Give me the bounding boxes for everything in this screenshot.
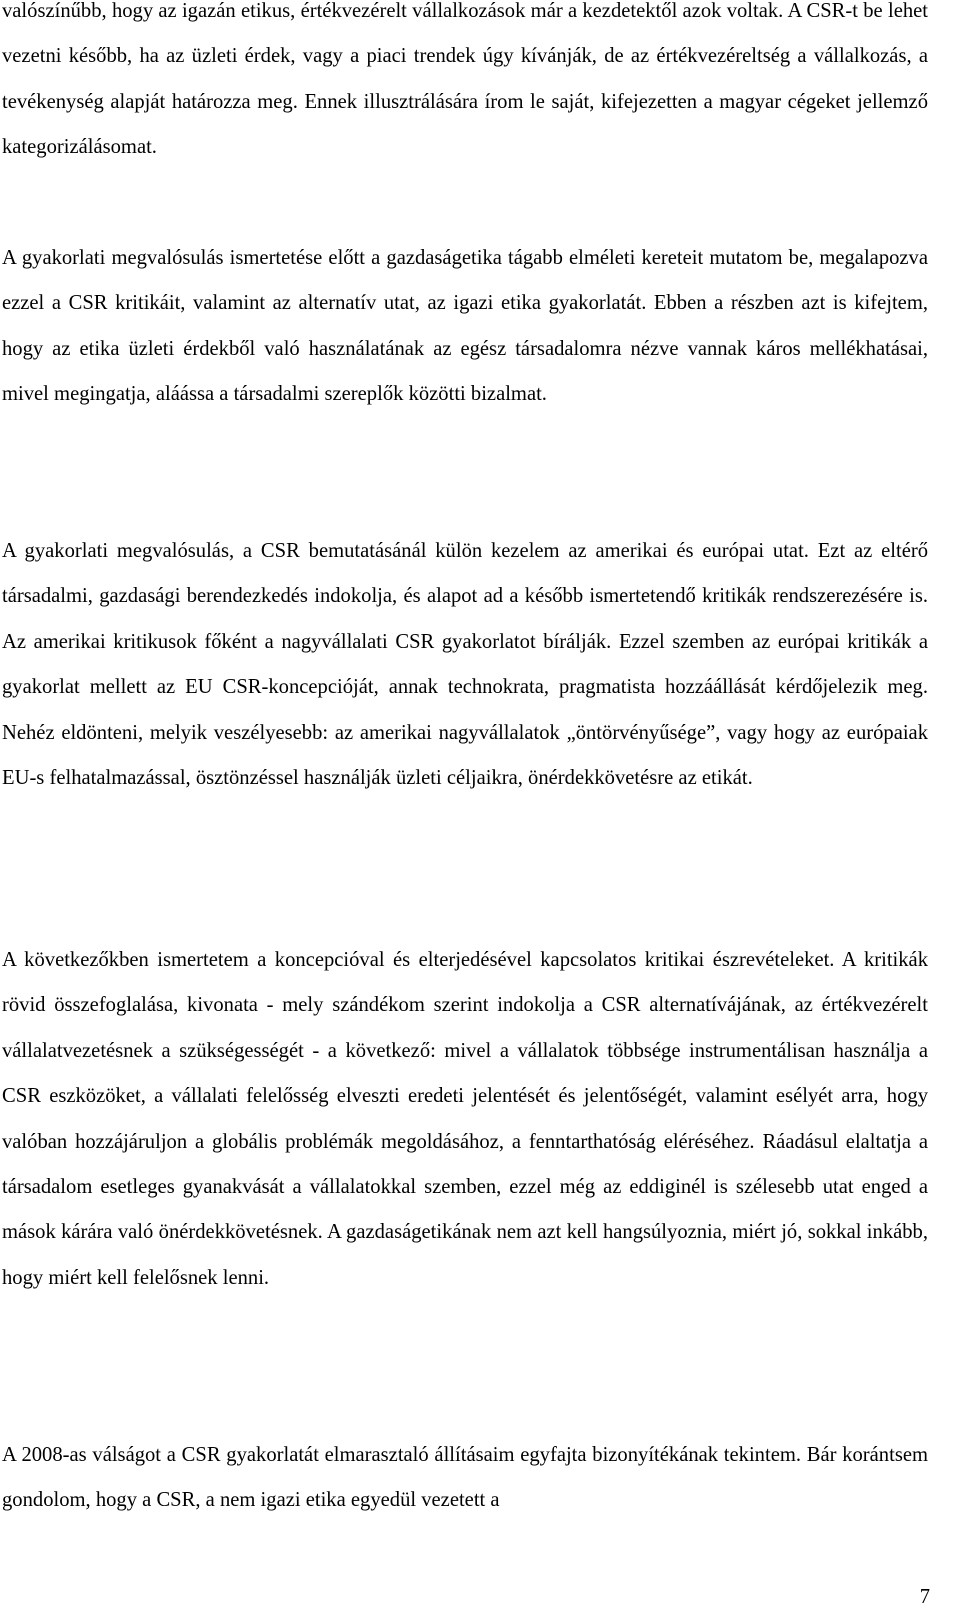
paragraph-4: A következőkben ismertetem a koncepcióval és elterjedésével kapcsolatos kritikai észrevételeket. A kritikák rövid összefoglalása, kivonata - mely szándékom szerint indokolja a CSR alternatívájának, az értékvezérelt vállalatvezetésnek a szükségességét - a következő: mivel a vállalatok többsége instrumentálisan használja a CSR eszközöket, a vállalati felelősség elveszti eredeti jelentését és jelentőségét, valamint esélyét arra, hogy valóban hozzájáruljon a globális problémák megoldásához, a fenntarthatóság eléréséhez. Ráadásul elaltatja a társadalom esetleges gyanakvását a vállalatokkal szemben, ezzel még az eddiginél is szélesebb utat enged a mások kárára való önérdekkövetésnek. A gazdaságetikának nem azt kell hangsúlyoznia, miért jó, sokkal inkább, hogy miért kell felelősnek lenni. bbox=[2, 949, 928, 1289]
paragraph-2: A gyakorlati megvalósulás ismertetése előtt a gazdaságetika tágabb elméleti kereteit mutatom be, megalapozva ezzel a CSR kritikáit, valamint az alternatív utat, az igazi etika gyakorlatát. Ebben a részben azt is kifejtem, hogy az etika üzleti érdekből való használatának az egész társadalomra nézve vannak káros mellékhatásai, mivel megingatja, aláássa a társadalmi szereplők közötti bizalmat. bbox=[2, 247, 928, 406]
paragraph-3: A gyakorlati megvalósulás, a CSR bemutatásánál külön kezelem az amerikai és európai utat. Ezt az eltérő társadalmi, gazdasági berendezkedés indokolja, és alapot ad a később ismertetendő kritikák rendszerezésére is. Az amerikai kritikusok főként a nagyvállalati CSR gyakorlatot bírálják. Ezzel szemben az európai kritikák a gyakorlat mellett az EU CSR-koncepcióját, annak technokrata, pragmatista hozzáállását kérdőjelezik meg. Nehéz eldönteni, melyik veszélyesebb: az amerikai nagyvállalatok „öntörvényűsége”, vagy hogy az európaiak EU-s felhatalmazással, ösztönzéssel használják üzleti céljaikra, önérdekkövetésre az etikát. bbox=[2, 540, 928, 790]
page-number: 7 bbox=[919, 1586, 930, 1608]
paragraph-1: valószínűbb, hogy az igazán etikus, értékvezérelt vállalkozások már a kezdetektől azok voltak. A CSR-t be lehet vezetni később, ha az üzleti érdek, vagy a piaci trendek úgy kívánják, de az értékvezéreltség a vállalkozás, a tevékenység alapját határozza meg. Ennek illusztrálására írom le saját, kifejezetten a magyar cégeket jellemző kategorizálásomat. bbox=[2, 0, 928, 159]
paragraph-5: A 2008-as válságot a CSR gyakorlatát elmarasztaló állításaim egyfajta bizonyítékának tekintem. Bár korántsem gondolom, hogy a CSR, a nem igazi etika egyedül vezetett a bbox=[2, 1444, 928, 1512]
